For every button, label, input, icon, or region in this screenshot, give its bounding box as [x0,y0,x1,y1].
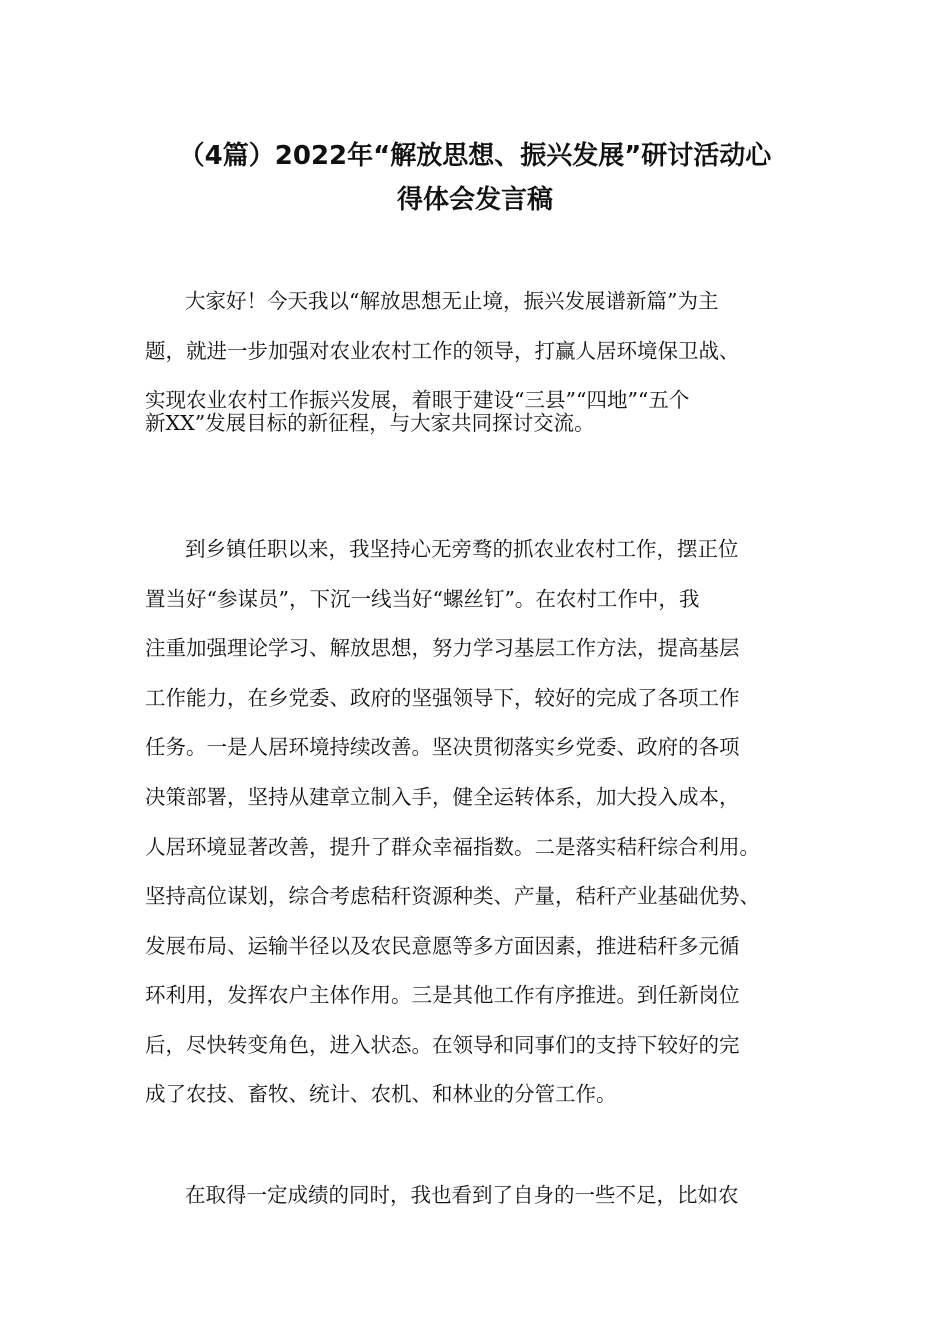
paragraph-line: 实现农业农村工作振兴发展，着眼于建设“三县”“四地”“五个 [145,388,690,412]
paragraph-line: 后，尽快转变角色，进入状态。在领导和同事们的支持下较好的完 [145,1033,740,1057]
paragraph-line: 到乡镇任职以来，我坚持心无旁骛的抓农业农村工作，摆正位 [185,537,739,561]
document-title-line-1: （4篇）2022年“解放思想、振兴发展”研讨活动心 [178,141,772,171]
paragraph-line: 大家好！今天我以“解放思想无止境，振兴发展谱新篇”为主 [185,289,719,313]
paragraph-line: 在取得一定成绩的同时，我也看到了自身的一些不足，比如农 [185,1183,739,1207]
document-title-line-2: 得体会发言稿 [396,185,553,215]
paragraph-line: 成了农技、畜牧、统计、农机、和林业的分管工作。 [145,1082,617,1106]
paragraph-line: 环利用，发挥农户主体作用。三是其他工作有序推进。到任新岗位 [145,983,740,1007]
paragraph-line: 工作能力，在乡党委、政府的坚强领导下，较好的完成了各项工作 [145,686,740,710]
paragraph-line: 注重加强理论学习、解放思想，努力学习基层工作方法，提高基层 [145,636,740,660]
paragraph-line: 新XX”发展目标的新征程，与大家共同探讨交流。 [145,411,595,435]
paragraph-line: 决策部署，坚持从建章立制入手，健全运转体系，加大投入成本， [145,785,740,809]
paragraph-line: 置当好“参谋员”，下沉一线当好“螺丝钉”。在农村工作中，我 [145,587,700,611]
paragraph-line: 发展布局、运输半径以及农民意愿等多方面因素，推进秸秆多元循 [145,934,740,958]
paragraph-line: 任务。一是人居环境持续改善。坚决贯彻落实乡党委、政府的各项 [145,735,740,759]
paragraph-line: 题，就进一步加强对农业农村工作的领导，打赢人居环境保卫战、 [145,339,740,363]
paragraph-line: 坚持高位谋划，综合考虑秸秆资源种类、产量，秸秆产业基础优势、 [145,884,760,908]
paragraph-line: 人居环境显著改善，提升了群众幸福指数。二是落实秸秆综合利用。 [145,835,760,859]
